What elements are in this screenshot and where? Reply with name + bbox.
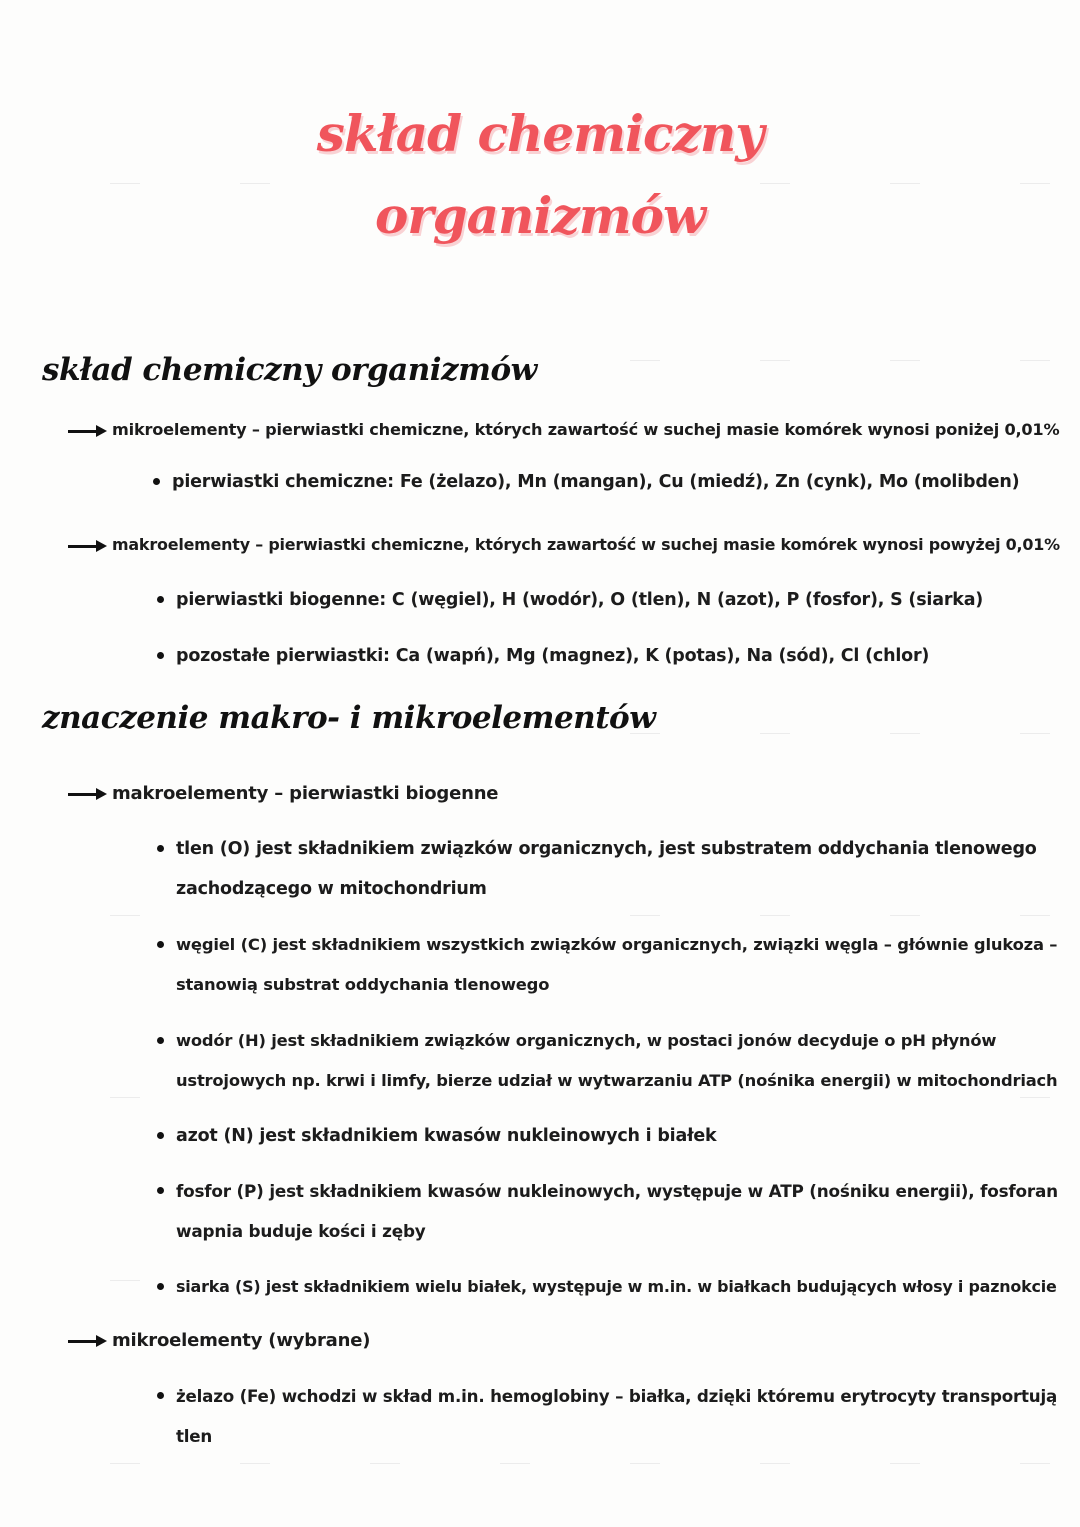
- bullet-dot-icon: [157, 941, 164, 948]
- guide-line: [1020, 183, 1050, 184]
- bullet-item-iron: [176, 1376, 1057, 1456]
- arrow-icon: [68, 1334, 108, 1348]
- guide-line: [110, 183, 140, 184]
- guide-line: [890, 1463, 920, 1464]
- guide-line: [630, 915, 660, 916]
- guide-line: [760, 360, 790, 361]
- arrow-item-text: mikroelementy (wybrane): [112, 1330, 371, 1351]
- guide-line: [760, 733, 790, 734]
- bullet-dot-icon: [157, 652, 164, 659]
- guide-line: [240, 1463, 270, 1464]
- guide-line: [760, 183, 790, 184]
- section-heading-chemical-composition: skład chemiczny organizmów: [42, 352, 537, 388]
- guide-line: [1020, 915, 1050, 916]
- bullet-text-continuation: stanowią substrat oddychania tlenowego: [176, 975, 550, 994]
- arrow-item-text: mikroelementy – pierwiastki chemiczne, których zawartość w suchej masie komórek wynosi poniżej 0,01%: [112, 420, 1060, 439]
- bullet-dot-icon: [157, 845, 164, 852]
- bullet-item-sulfur: [176, 1267, 1057, 1307]
- page-title-line-1: skład chemiczny: [316, 104, 764, 163]
- bullet-text-continuation: wapnia buduje kości i zęby: [176, 1221, 426, 1241]
- guide-line: [760, 915, 790, 916]
- guide-line: [1020, 733, 1050, 734]
- guide-line: [760, 1463, 790, 1464]
- guide-line: [110, 1280, 140, 1281]
- page-title-line-2: organizmów: [374, 186, 706, 245]
- arrow-icon: [68, 787, 108, 801]
- bullet-item-oxygen: [176, 829, 1037, 909]
- bullet-dot-icon: [157, 1132, 164, 1139]
- bullet-text: pierwiastki chemiczne: Fe (żelazo), Mn (mangan), Cu (miedź), Zn (cynk), Mo (molibden): [172, 472, 1020, 492]
- bullet-text-continuation: ustrojowych np. krwi i limfy, bierze udział w wytwarzaniu ATP (nośnika energii) w mitochondriach: [176, 1071, 1058, 1090]
- guide-line: [110, 1097, 140, 1098]
- arrow-item-macroelements: [68, 535, 1060, 554]
- bullet-item-carbon: [176, 925, 1057, 1005]
- bullet-dot-icon: [157, 1037, 164, 1044]
- bullet-text-continuation: zachodzącego w mitochondrium: [176, 879, 487, 899]
- bullet-item: [172, 462, 1019, 502]
- bullet-dot-icon: [153, 478, 160, 485]
- guide-line: [890, 733, 920, 734]
- bullet-dot-icon: [157, 596, 164, 603]
- guide-line: [1020, 1463, 1050, 1464]
- bullet-text: wodór (H) jest składnikiem związków organicznych, w postaci jonów decyduje o pH płynów: [176, 1031, 997, 1050]
- bullet-item: [176, 636, 929, 676]
- guide-line: [630, 1463, 660, 1464]
- arrow-item-text: makroelementy – pierwiastki biogenne: [112, 783, 499, 804]
- bullet-dot-icon: [157, 1392, 164, 1399]
- bullet-text: pierwiastki biogenne: C (węgiel), H (wodór), O (tlen), N (azot), P (fosfor), S (siarka): [176, 590, 984, 610]
- bullet-text: azot (N) jest składnikiem kwasów nukleinowych i białek: [176, 1126, 717, 1146]
- bullet-text: żelazo (Fe) wchodzi w skład m.in. hemoglobiny – białka, dzięki któremu erytrocyty transportują: [176, 1386, 1058, 1406]
- bullet-dot-icon: [157, 1187, 164, 1194]
- guide-line: [110, 915, 140, 916]
- arrow-item-microelements-selected: [68, 1330, 370, 1351]
- bullet-item: [176, 580, 983, 620]
- section-heading-significance: znaczenie makro- i mikroelementów: [42, 700, 656, 736]
- bullet-text: siarka (S) jest składnikiem wielu białek, występuje w m.in. w białkach budujących włosy i paznokcie: [176, 1277, 1057, 1296]
- guide-line: [890, 183, 920, 184]
- guide-line: [890, 360, 920, 361]
- guide-line: [500, 1463, 530, 1464]
- guide-line: [1020, 360, 1050, 361]
- bullet-item-nitrogen: [176, 1116, 716, 1156]
- guide-line: [240, 183, 270, 184]
- guide-line: [110, 1463, 140, 1464]
- bullet-text: węgiel (C) jest składnikiem wszystkich związków organicznych, związki węgla – głównie glukoza –: [176, 935, 1058, 954]
- guide-line: [890, 915, 920, 916]
- arrow-icon: [68, 424, 108, 438]
- bullet-item-phosphorus: [176, 1171, 1058, 1251]
- guide-line: [370, 1463, 400, 1464]
- bullet-dot-icon: [157, 1283, 164, 1290]
- arrow-item-microelements: [68, 420, 1059, 439]
- guide-line: [630, 360, 660, 361]
- arrow-item-text: makroelementy – pierwiastki chemiczne, których zawartość w suchej masie komórek wynosi powyżej 0,01%: [112, 535, 1060, 554]
- bullet-item-hydrogen: [176, 1021, 1057, 1101]
- bullet-text: tlen (O) jest składnikiem związków organicznych, jest substratem oddychania tlenowego: [176, 839, 1037, 859]
- bullet-text: pozostałe pierwiastki: Ca (wapń), Mg (magnez), K (potas), Na (sód), Cl (chlor): [176, 646, 930, 666]
- bullet-text: fosfor (P) jest składnikiem kwasów nukleinowych, występuje w ATP (nośniku energii), fosforan: [176, 1181, 1058, 1201]
- arrow-icon: [68, 539, 108, 553]
- bullet-text-continuation: tlen: [176, 1426, 213, 1446]
- arrow-item-macroelements-biogenic: [68, 783, 498, 804]
